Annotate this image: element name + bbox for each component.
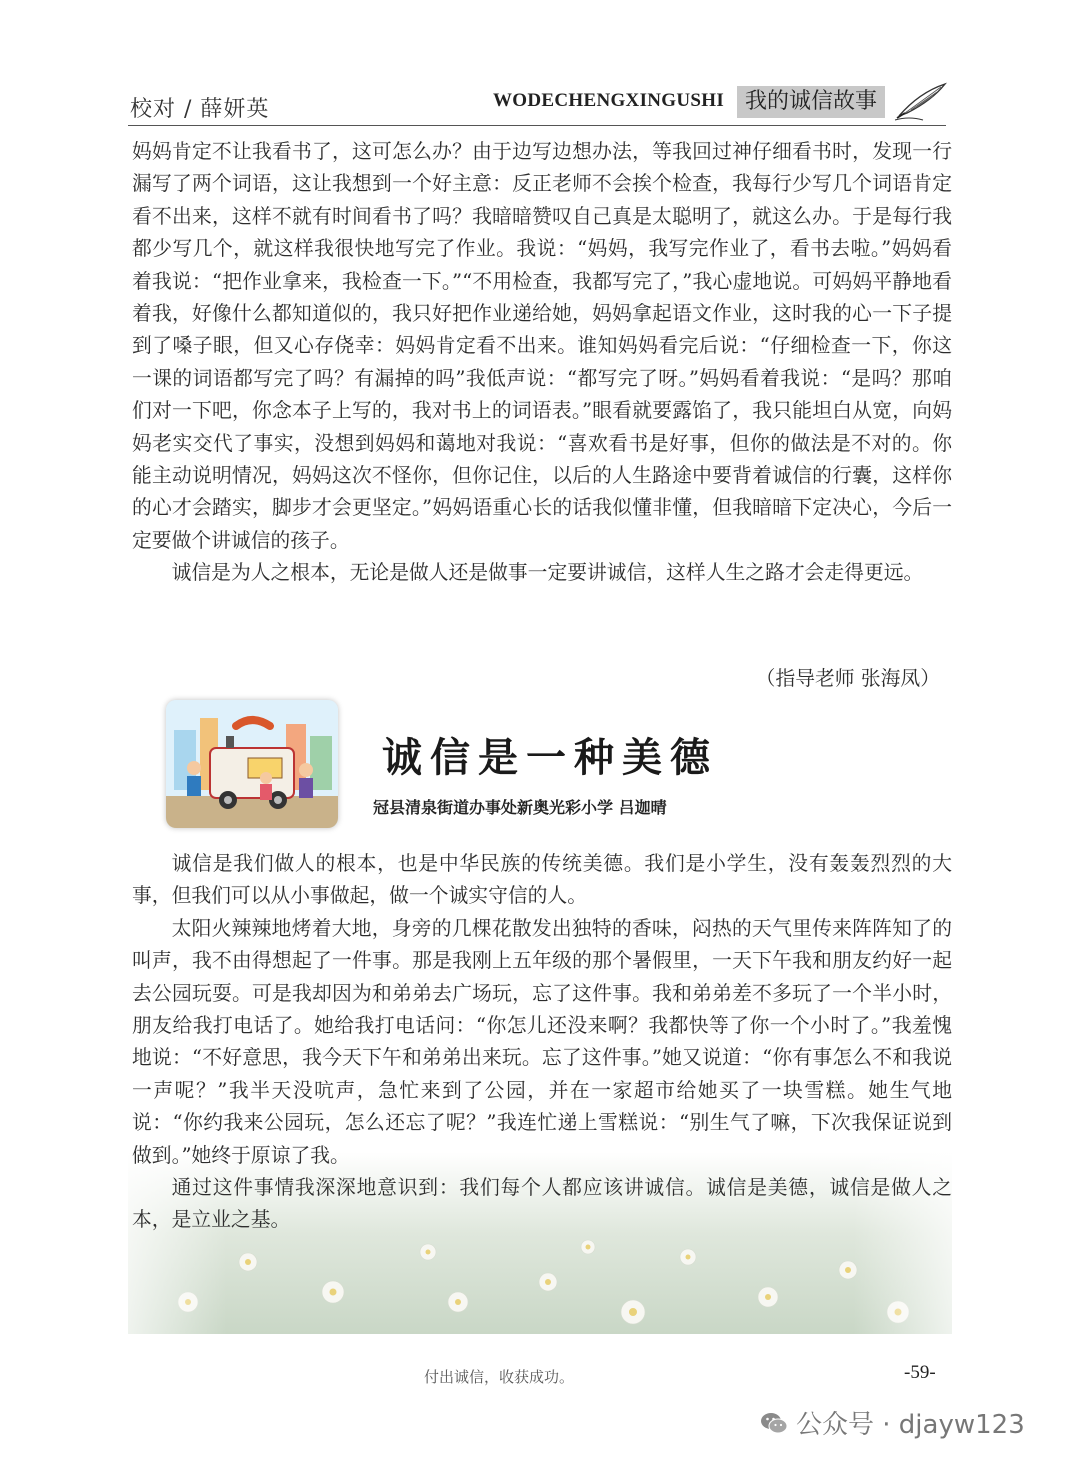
proofreader-credit: 校对 / 薛妍英 — [130, 97, 270, 122]
story1-paragraph: 诚信是为人之根本，无论是做人还是做事一定要讲诚信，这样人生之路才会走得更远。 — [171, 561, 924, 585]
story2-title: 诚信是一种美德 — [382, 734, 718, 781]
story2-paragraph: 通过这件事情我深深地意识到：我们每个人都应该讲诚信。诚信是美德，诚信是做人之本，是立业之基。 — [132, 1176, 952, 1232]
story2-body — [132, 848, 952, 1237]
header-rule — [128, 125, 946, 126]
series-pinyin: WODECHENGXINGUSHI — [493, 90, 725, 111]
food-truck-illustration — [166, 700, 338, 828]
story2-author: 冠县清泉街道办事处新奥光彩小学 吕迦晴 — [373, 798, 667, 817]
footer-motto: 付出诚信，收获成功。 — [424, 1368, 575, 1386]
wechat-icon — [760, 1411, 788, 1435]
watermark-text: 公众号 · djayw123 — [796, 1410, 1025, 1440]
teacher-credit: （指导老师 张海凤） — [755, 667, 940, 690]
series-title: 我的诚信故事 — [737, 86, 885, 118]
story1-body — [132, 136, 952, 590]
story1-paragraph: 妈妈肯定不让我看书了，这可怎么办？由于边写边想办法，等我回过神仔细看书时，发现一行漏写了两个词语，这让我想到一个好主意：反正老师不会挨个检查，我每行少写几个词语肯定看不出来，这样不就有时间看书了吗？我暗暗赞叹自己真是太聪明了，就这么办。于是每行我都少写几个，就这样我很快地写完了作业。我说：“妈妈，我写完作业了，看书去啦。”妈妈看着我说：“把作业拿来，我检查一下。”“不用检查，我都写完了，”我心虚地说。可妈妈平静地看着我，好像什么都知道似的，我只好把作业递给她，妈妈拿起语文作业，这时我的心一下子提到了嗓子眼，但又心存侥幸：妈妈肯定看不出来。谁知妈妈看完后说：“仔细检查一下，你这一课的词语都写完了吗？有漏掉的吗”我低声说：“都写完了呀。”妈妈看着我说：“是吗？那咱们对一下吧，你念本子上写的，我对书上的词语表。”眼看就要露馅了，我只能坦白从宽，向妈妈老实交代了事实，没想到妈妈和蔼地对我说：“喜欢看书是好事，但你的做法是不对的。你能主动说明情况，妈妈这次不怪你，但你记住，以后的人生路途中要背着诚信的行囊，这样你的心才会踏实，脚步才会更坚定。”妈妈语重心长的话我似懂非懂，但我暗暗下定决心，今后一定要做个讲诚信的孩子。 — [132, 140, 952, 552]
quill-pen-icon — [893, 80, 947, 122]
wechat-watermark — [760, 1404, 1025, 1441]
page-number: -59- — [904, 1362, 936, 1383]
story2-paragraph: 诚信是我们做人的根本，也是中华民族的传统美德。我们是小学生，没有轰轰烈烈的大事，但我们可以从小事做起，做一个诚实守信的人。 — [132, 852, 952, 908]
story2-paragraph: 太阳火辣辣地烤着大地，身旁的几棵花散发出独特的香味，闷热的天气里传来阵阵知了的叫声，我不由得想起了一件事。那是我刚上五年级的那个暑假里，一天下午我和朋友约好一起去公园玩耍。可是我却因为和弟弟去广场玩，忘了这件事。我和弟弟差不多玩了一个半小时，朋友给我打电话了。她给我打电话问：“你怎儿还没来啊？我都快等了你一个小时了。”我羞愧地说：“不好意思，我今天下午和弟弟出来玩。忘了这件事。”她又说道：“你有事怎么不和我说一声呢？”我半天没吭声，急忙来到了公园，并在一家超市给她买了一块雪糕。她生气地说：“你约我来公园玩，怎么还忘了呢？”我连忙递上雪糕说：“别生气了嘛，下次我保证说到做到。”她终于原谅了我。 — [132, 916, 952, 1167]
